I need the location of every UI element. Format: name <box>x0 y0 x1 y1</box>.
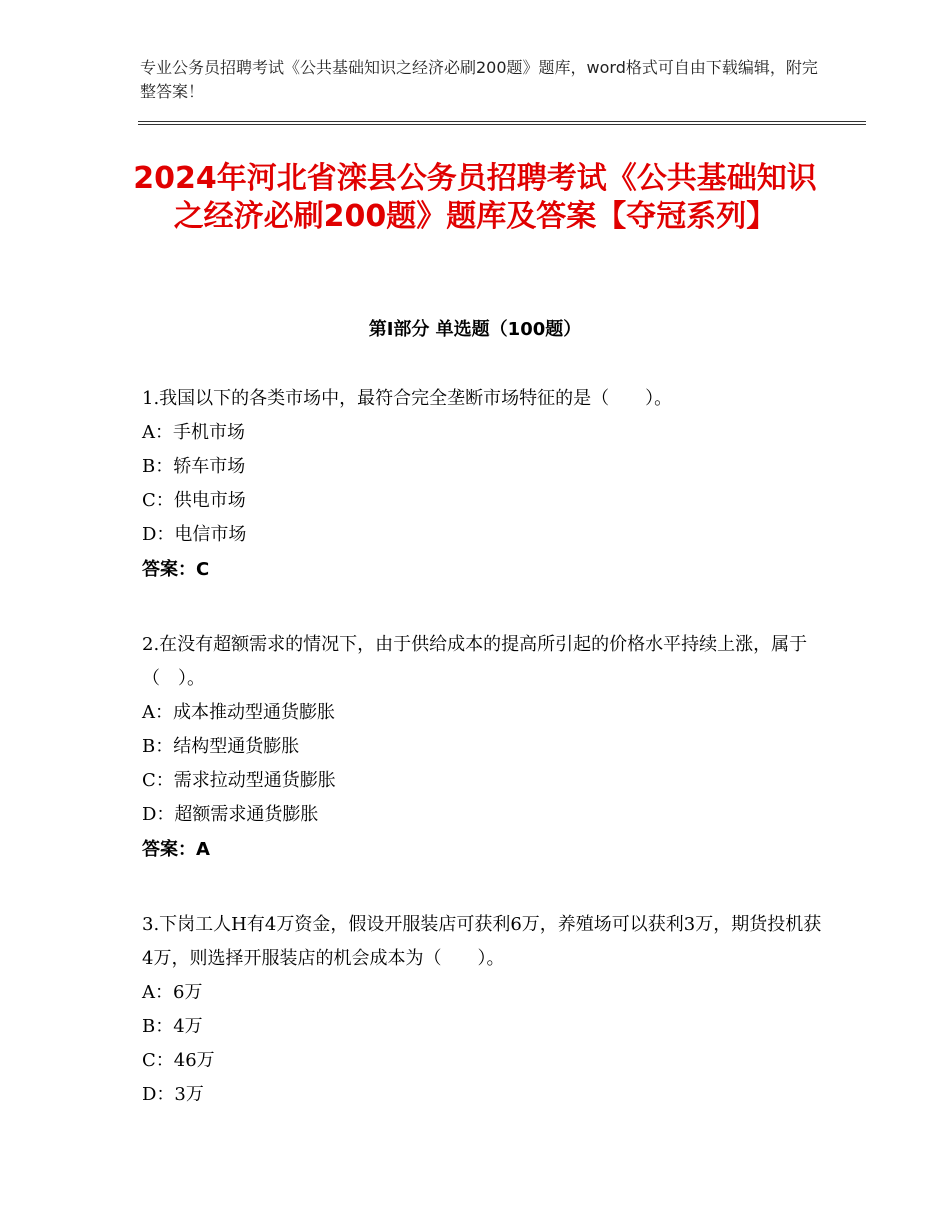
option-a: A：6万 <box>142 982 203 1003</box>
question-2 <box>142 628 832 868</box>
question-list <box>142 382 832 1152</box>
option-b: B：4万 <box>142 1016 203 1037</box>
question-stem: 1.我国以下的各类市场中，最符合完全垄断市场特征的是（ ）。 <box>142 388 673 409</box>
option-c: C：需求拉动型通货膨胀 <box>142 770 336 791</box>
question-1 <box>142 382 832 588</box>
option-d: D：电信市场 <box>142 524 247 545</box>
question-stem: 3.下岗工人H有4万资金，假设开服装店可获利6万，养殖场可以获利3万，期货投机获4万，则选择开服装店的机会成本为（ ）。 <box>142 914 822 969</box>
header-note: 专业公务员招聘考试《公共基础知识之经济必刷200题》题库，word格式可自由下载编辑，附完整答案！ <box>140 58 818 101</box>
option-b: B：结构型通货膨胀 <box>142 736 300 757</box>
option-d: D：3万 <box>142 1084 204 1105</box>
option-c: C：供电市场 <box>142 490 246 511</box>
option-d: D：超额需求通货膨胀 <box>142 804 319 825</box>
header-divider <box>138 121 866 125</box>
answer: 答案：C <box>142 559 210 580</box>
option-c: C：46万 <box>142 1050 215 1071</box>
option-b: B：轿车市场 <box>142 456 246 477</box>
option-a: A：手机市场 <box>142 422 245 443</box>
page-title: 2024年河北省滦县公务员招聘考试《公共基础知识之经济必刷200题》题库及答案【夺冠系列】 <box>133 161 817 234</box>
option-a: A：成本推动型通货膨胀 <box>142 702 335 723</box>
question-3 <box>142 908 832 1112</box>
section-heading: 第I部分 单选题（100题） <box>368 319 582 340</box>
answer: 答案：A <box>142 839 210 860</box>
question-stem: 2.在没有超额需求的情况下，由于供给成本的提高所引起的价格水平持续上涨，属于（ ）。 <box>142 634 808 689</box>
